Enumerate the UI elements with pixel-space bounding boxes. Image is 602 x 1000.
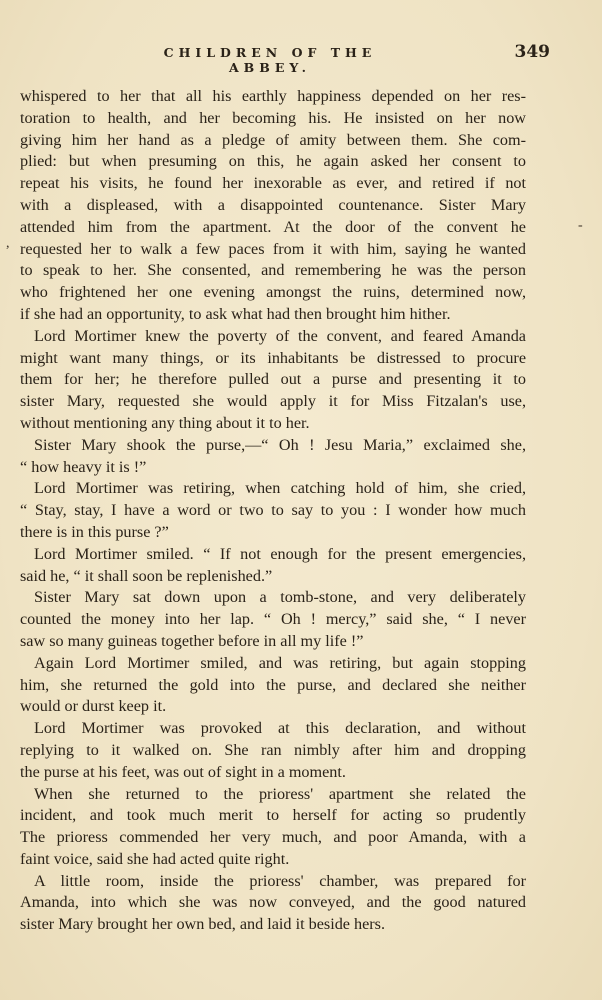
text-line: sister Mary brought her own bed, and laid it beside hers.: [20, 915, 386, 934]
left-margin-mark: ,: [6, 236, 10, 251]
text-line: to speak to her. She consented, and remembering he was the person: [20, 261, 526, 280]
text-line: them for her; he therefore pulled out a purse and presenting it to: [20, 370, 526, 389]
text-line: requested her to walk a few paces from it with him, saying he wanted: [20, 239, 526, 258]
text-line: Sister Mary sat down upon a tomb-stone, and very deliberately: [34, 588, 526, 607]
text-line: said he, “ it shall soon be replenished.”: [20, 566, 273, 585]
text-line: Lord Mortimer was retiring, when catching hold of him, she cried,: [34, 479, 526, 498]
text-line: plied: but when presuming on this, he again asked her consent to: [20, 152, 526, 171]
body-text: [20, 86, 526, 936]
text-line: “ how heavy it is !”: [20, 457, 147, 476]
text-line: “ Stay, stay, I have a word or two to say to you : I wonder how much: [20, 501, 526, 520]
text-line: counted the money into her lap. “ Oh ! mercy,” said she, “ I never: [20, 610, 526, 629]
text-line: there is in this purse ?”: [20, 522, 169, 541]
page-number: 349: [514, 42, 550, 62]
text-line: with a displeased, with a disappointed countenance. Sister Mary: [20, 195, 526, 214]
running-head: CHILDREN OF THE ABBEY.: [163, 45, 377, 75]
text-line: attended him from the apartment. At the door of the convent he: [20, 217, 526, 236]
text-line: if she had an opportunity, to ask what had then brought him hither.: [20, 304, 451, 323]
text-line: whispered to her that all his earthly happiness depended on her res-: [20, 87, 526, 105]
text-line: who frightened her one evening amongst the ruins, determined now,: [20, 283, 526, 302]
text-line: would or durst keep it.: [20, 697, 167, 716]
text-line: giving him her hand as a pledge of amity between them. She com-: [20, 130, 526, 149]
text-line: Again Lord Mortimer smiled, and was retiring, but again stopping: [34, 653, 526, 672]
text-line: him, she returned the gold into the purse, and declared she neither: [20, 675, 526, 694]
text-line: Lord Mortimer smiled. “ If not enough for the present emergencies,: [34, 544, 526, 563]
text-line: replying to it walked on. She ran nimbly after him and dropping: [20, 740, 526, 759]
text-line: incident, and took much merit to herself for acting so prudently: [20, 806, 526, 825]
text-line: Sister Mary shook the purse,—“ Oh ! Jesu Maria,” exclaimed she,: [34, 435, 526, 454]
text-line: Lord Mortimer was provoked at this declaration, and without: [34, 719, 526, 738]
text-line: A little room, inside the prioress' chamber, was prepared for: [34, 871, 526, 890]
text-line: Lord Mortimer knew the poverty of the convent, and feared Amanda: [34, 326, 526, 345]
right-margin-mark: -: [578, 218, 583, 233]
text-line: When she returned to the prioress' apartment she related the: [34, 784, 526, 803]
text-line: without mentioning any thing about it to her.: [20, 413, 310, 432]
text-line: faint voice, said she had acted quite right.: [20, 849, 290, 868]
text-line: might want many things, or its inhabitants be distressed to procure: [20, 348, 526, 367]
text-line: repeat his visits, he found her inexorable as ever, and retired if not: [20, 174, 526, 193]
text-line: sister Mary, requested she would apply it for Miss Fitzalan's use,: [20, 392, 526, 411]
text-line: Amanda, into which she was now conveyed, and the good natured: [20, 893, 526, 912]
text-line: The prioress commended her very much, and poor Amanda, with a: [20, 828, 526, 847]
text-line: the purse at his feet, was out of sight in a moment.: [20, 762, 346, 781]
text-line: saw so many guineas together before in all my life !”: [20, 631, 364, 650]
text-line: toration to health, and her becoming his. He insisted on her now: [20, 108, 526, 127]
